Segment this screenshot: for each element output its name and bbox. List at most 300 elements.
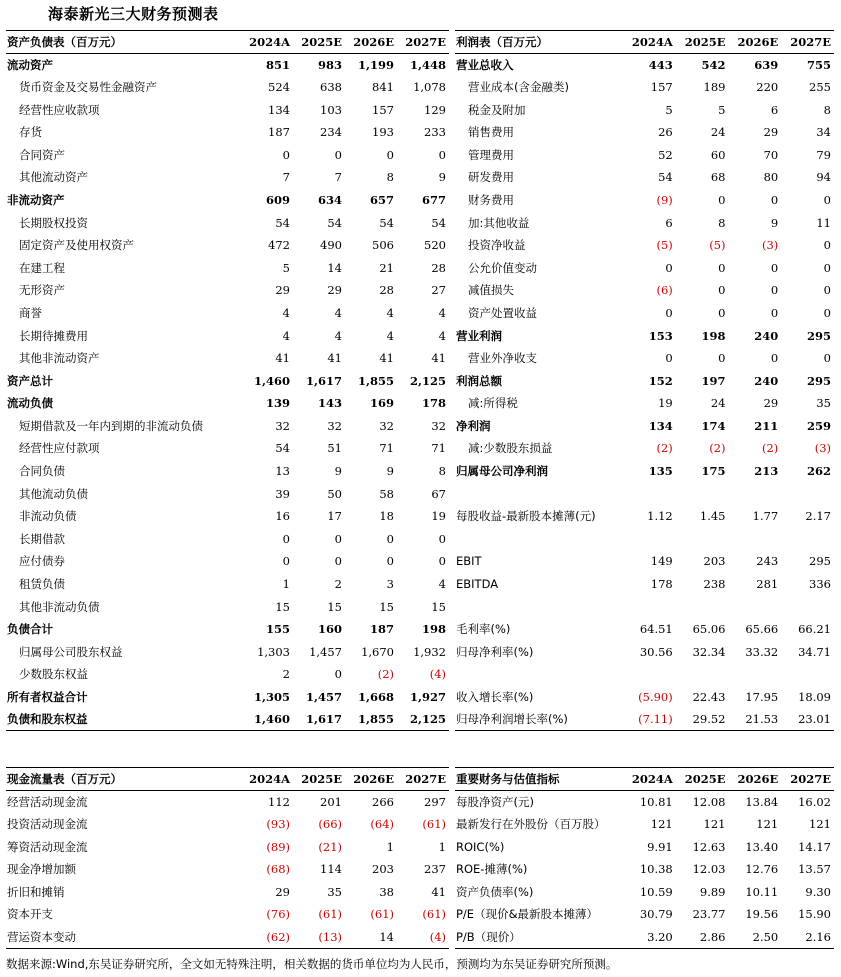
value-cell: 295 (806, 328, 831, 343)
value-cell: 2.17 (805, 509, 831, 524)
footnote: 数据来源:Wind,东吴证券研究所，全文如无特殊注明，相关数据的货币单位均为人民币，预测均为东吴证券研究所预测。 (6, 957, 618, 971)
value-cell: 29 (275, 884, 290, 899)
value-cell: (4) (429, 667, 446, 682)
value-cell: 1,448 (409, 57, 446, 72)
value-cell: 23.01 (781, 708, 834, 731)
value-cell: 9.91 (647, 839, 673, 854)
value-cell: 41 (275, 351, 290, 366)
value-cell: 211 (754, 418, 779, 433)
row-label (455, 595, 623, 618)
value-cell: 0 (718, 192, 726, 207)
table-header-label: 利润表（百万元） (455, 31, 623, 54)
table-row (455, 279, 834, 302)
row-label: 其他非流动资产 (19, 351, 100, 366)
value-cell: 134 (268, 102, 290, 117)
value-cell: 336 (809, 577, 831, 592)
value-cell: 11 (816, 215, 831, 230)
value-cell: 2,125 (409, 373, 446, 388)
value-cell (623, 595, 676, 618)
value-cell: 66.21 (798, 622, 831, 637)
balance-sheet-table (6, 30, 449, 731)
table-row (455, 53, 834, 76)
value-cell: (4) (397, 926, 449, 949)
year-header: 2025E (293, 31, 345, 54)
table-row (6, 618, 449, 641)
value-cell: 169 (369, 396, 394, 411)
value-cell: 12.76 (745, 862, 779, 877)
row-label: 归属母公司净利润 (456, 464, 548, 479)
row-label: 非流动资产 (7, 192, 65, 207)
value-cell: 71 (431, 441, 446, 456)
table-row (455, 121, 834, 144)
value-cell: 0 (770, 283, 779, 298)
value-cell: 983 (317, 57, 342, 72)
value-cell: 65.66 (745, 622, 779, 637)
value-cell: 237 (424, 862, 446, 877)
value-cell: 520 (424, 238, 446, 253)
year-header: 2027E (781, 31, 834, 54)
value-cell: 1,303 (257, 644, 290, 659)
value-cell: 0 (823, 192, 831, 207)
value-cell (676, 528, 729, 551)
table-row (6, 211, 449, 234)
year-header: 2024A (241, 31, 293, 54)
value-cell: 198 (421, 622, 446, 637)
row-label: 所有者权益合计 (7, 690, 88, 705)
value-cell: 0 (334, 147, 342, 162)
table-row (455, 790, 834, 813)
value-cell: 54 (379, 215, 394, 230)
value-cell: 17.95 (745, 690, 779, 705)
value-cell: 1,927 (409, 690, 446, 705)
table-row (455, 211, 834, 234)
value-cell: 0 (665, 305, 673, 320)
table-row (455, 166, 834, 189)
row-label: 利润总额 (456, 373, 502, 388)
value-cell: 234 (320, 125, 342, 140)
value-cell: 8 (386, 170, 394, 185)
value-cell: 21 (379, 260, 394, 275)
value-cell: 187 (369, 622, 394, 637)
row-label: 经营性应付款项 (19, 441, 100, 456)
value-cell: (5) (656, 238, 673, 253)
table-row (6, 708, 449, 731)
value-cell: 22.43 (692, 690, 726, 705)
row-label: 存货 (19, 125, 42, 140)
value-cell: 490 (320, 238, 342, 253)
row-label: EBIT (456, 554, 482, 569)
value-cell: 121 (703, 816, 726, 831)
value-cell: 3.20 (623, 926, 676, 949)
value-cell: 30.79 (639, 907, 673, 922)
table-row (455, 143, 834, 166)
value-cell (729, 663, 782, 686)
row-label: 最新发行在外股份（百万股） (456, 816, 606, 831)
value-cell: 1 (438, 839, 446, 854)
table-row (455, 437, 834, 460)
value-cell: 1,617 (305, 373, 342, 388)
value-cell: 155 (265, 622, 290, 637)
value-cell: 0 (334, 531, 342, 546)
value-cell: 79 (816, 147, 831, 162)
row-label: 其他流动资产 (19, 170, 88, 185)
table-row (6, 302, 449, 325)
row-label: 公允价值变动 (468, 260, 537, 275)
row-label: 加:其他收益 (468, 215, 530, 230)
value-cell: 1,457 (305, 690, 342, 705)
value-cell: 262 (806, 464, 831, 479)
value-cell: 32 (275, 418, 290, 433)
value-cell: 10.81 (639, 794, 673, 809)
value-cell: 187 (268, 125, 290, 140)
value-cell: 135 (648, 464, 673, 479)
value-cell: (13) (293, 926, 345, 949)
value-cell: 851 (265, 57, 290, 72)
value-cell: 24 (710, 125, 726, 140)
value-cell: 80 (763, 170, 779, 185)
value-cell: 6 (770, 102, 779, 117)
value-cell: (2) (709, 441, 726, 456)
table-row (6, 279, 449, 302)
row-label: 长期股权投资 (19, 215, 88, 230)
value-cell: (61) (422, 816, 446, 831)
table-header-row (455, 31, 834, 54)
value-cell: 32 (327, 418, 342, 433)
table-row (6, 234, 449, 257)
value-cell: 10.11 (745, 884, 779, 899)
value-cell: 121 (756, 816, 779, 831)
table-row (6, 550, 449, 573)
value-cell: 4 (386, 305, 394, 320)
value-cell: 14 (345, 926, 397, 949)
value-cell: 238 (703, 577, 726, 592)
value-cell: 0 (823, 305, 831, 320)
row-label: 其他非流动负债 (19, 599, 100, 614)
table-header-row (455, 768, 834, 791)
value-cell (781, 528, 834, 551)
value-cell: 64.51 (639, 622, 673, 637)
value-cell: 157 (650, 79, 673, 94)
row-label: 资产总计 (7, 373, 53, 388)
value-cell: 114 (320, 862, 342, 877)
value-cell: 281 (756, 577, 779, 592)
table-row (455, 835, 834, 858)
row-label: 长期待摊费用 (19, 328, 88, 343)
table-row (6, 858, 449, 881)
value-cell: 41 (431, 884, 446, 899)
value-cell: 220 (756, 79, 779, 94)
table-row (455, 880, 834, 903)
value-cell: 24 (710, 396, 726, 411)
value-cell: 54 (658, 170, 673, 185)
value-cell: (61) (370, 907, 394, 922)
table-header-label: 资产负债表（百万元） (6, 31, 241, 54)
value-cell: 27 (431, 283, 446, 298)
value-cell: (5.90) (638, 690, 673, 705)
value-cell: 34.71 (798, 644, 831, 659)
value-cell: 28 (379, 283, 394, 298)
row-label: 营业利润 (456, 328, 502, 343)
value-cell: 0 (770, 260, 779, 275)
value-cell: 10.38 (639, 862, 673, 877)
row-label: 财务费用 (468, 192, 514, 207)
value-cell: 193 (372, 125, 394, 140)
value-cell: 13.40 (745, 839, 779, 854)
value-cell: 14 (327, 260, 342, 275)
table-row (455, 189, 834, 212)
table-row (6, 369, 449, 392)
value-cell: 1,460 (241, 708, 293, 731)
table-row (6, 324, 449, 347)
row-label: 研发费用 (468, 170, 514, 185)
value-cell: 524 (268, 79, 290, 94)
value-cell: 2 (282, 667, 290, 682)
value-cell: 94 (816, 170, 831, 185)
value-cell: 1,932 (413, 644, 446, 659)
table-row (6, 347, 449, 370)
value-cell: 65.06 (692, 622, 726, 637)
table-row (6, 880, 449, 903)
table-row (455, 415, 834, 438)
row-label: 净利润 (456, 418, 491, 433)
value-cell: 0 (282, 147, 290, 162)
row-label: 其他流动负债 (19, 486, 88, 501)
value-cell: 266 (372, 794, 394, 809)
value-cell: 4 (438, 305, 446, 320)
value-cell: 58 (379, 486, 394, 501)
table-row (455, 76, 834, 99)
value-cell: 4 (282, 305, 290, 320)
row-label: 营业外净收支 (468, 351, 537, 366)
table-row (6, 437, 449, 460)
value-cell: 0 (282, 554, 290, 569)
value-cell: 201 (320, 794, 342, 809)
row-label: EBITDA (456, 577, 499, 592)
value-cell: 54 (327, 215, 342, 230)
table-row (6, 926, 449, 949)
row-label: 投资活动现金流 (7, 816, 88, 831)
value-cell: 755 (806, 57, 831, 72)
value-cell: 1,457 (309, 644, 342, 659)
row-label: 营业成本(含金融类) (468, 79, 569, 94)
value-cell: 634 (317, 192, 342, 207)
table-row (6, 835, 449, 858)
table-row (455, 505, 834, 528)
value-cell: 609 (265, 192, 290, 207)
value-cell: 16.02 (798, 794, 831, 809)
value-cell: 12.63 (692, 839, 726, 854)
value-cell: 35 (327, 884, 342, 899)
value-cell: 2.50 (729, 926, 782, 949)
value-cell: 0 (823, 351, 831, 366)
year-header: 2025E (293, 768, 345, 791)
year-header: 2027E (397, 768, 449, 791)
value-cell: 52 (658, 147, 673, 162)
value-cell: 16 (275, 509, 290, 524)
value-cell: 197 (701, 373, 726, 388)
value-cell (623, 663, 676, 686)
value-cell: 0 (823, 260, 831, 275)
table-row (6, 53, 449, 76)
table-row (455, 256, 834, 279)
row-label: 归母净利润增长率(%) (455, 708, 623, 731)
table-row (6, 505, 449, 528)
value-cell: 542 (701, 57, 726, 72)
value-cell: 26 (658, 125, 673, 140)
value-cell: 39 (275, 486, 290, 501)
value-cell: 18 (379, 509, 394, 524)
row-label: 流动资产 (7, 57, 53, 72)
value-cell: 29 (763, 125, 779, 140)
value-cell: 203 (703, 554, 726, 569)
value-cell: 29 (275, 283, 290, 298)
value-cell: 50 (327, 486, 342, 501)
row-label: 归属母公司股东权益 (19, 644, 123, 659)
row-label: P/B（现价） (455, 926, 623, 949)
value-cell: 12.03 (692, 862, 726, 877)
year-header: 2027E (781, 768, 834, 791)
value-cell: 1,668 (357, 690, 394, 705)
value-cell: (3) (761, 238, 779, 253)
value-cell: 4 (438, 328, 446, 343)
value-cell: 143 (317, 396, 342, 411)
table-row (455, 813, 834, 836)
value-cell (623, 528, 676, 551)
value-cell: 1,460 (253, 373, 290, 388)
value-cell: 21.53 (729, 708, 782, 731)
year-header: 2024A (623, 31, 676, 54)
row-label: 现金净增加额 (7, 862, 76, 877)
value-cell: 5 (665, 102, 673, 117)
value-cell: 1,670 (361, 644, 394, 659)
value-cell: 638 (320, 79, 342, 94)
value-cell: 7 (334, 170, 342, 185)
table-row (6, 903, 449, 926)
row-label: 减:所得税 (468, 396, 518, 411)
value-cell: (62) (241, 926, 293, 949)
table-row (6, 98, 449, 121)
table-row (6, 482, 449, 505)
value-cell: 54 (431, 215, 446, 230)
table-row (455, 708, 834, 731)
table-row (455, 903, 834, 926)
value-cell: 0 (718, 305, 726, 320)
value-cell: 71 (379, 441, 394, 456)
value-cell: 189 (703, 79, 726, 94)
income-statement-table (455, 30, 834, 731)
value-cell: 1,199 (357, 57, 394, 72)
value-cell: (2) (761, 441, 779, 456)
value-cell: 472 (268, 238, 290, 253)
table-row (455, 858, 834, 881)
value-cell: 103 (320, 102, 342, 117)
value-cell: 0 (718, 283, 726, 298)
value-cell: 41 (379, 351, 394, 366)
value-cell: 9 (770, 215, 779, 230)
value-cell: 5 (718, 102, 726, 117)
value-cell: (64) (370, 816, 394, 831)
value-cell: 0 (334, 667, 342, 682)
row-label: 经营性应收款项 (19, 102, 100, 117)
value-cell: 4 (334, 328, 342, 343)
value-cell: 0 (665, 351, 673, 366)
value-cell: 1,855 (345, 708, 397, 731)
year-header: 2024A (241, 768, 293, 791)
row-label: 长期借款 (19, 531, 65, 546)
value-cell: 10.59 (639, 884, 673, 899)
value-cell: 152 (648, 373, 673, 388)
value-cell: 8 (718, 215, 726, 230)
value-cell: 15 (327, 599, 342, 614)
value-cell: 8 (438, 464, 446, 479)
table-row (455, 98, 834, 121)
value-cell: 178 (650, 577, 673, 592)
row-label: 负债和股东权益 (6, 708, 241, 731)
table-row (455, 618, 834, 641)
row-label: 资产负债率(%) (456, 884, 534, 899)
key-metrics-panel (455, 767, 834, 949)
value-cell: 38 (379, 884, 394, 899)
value-cell: 5 (282, 260, 290, 275)
value-cell: 1,305 (253, 690, 290, 705)
value-cell: 0 (386, 554, 394, 569)
value-cell: 1.45 (699, 509, 726, 524)
year-header: 2026E (345, 31, 397, 54)
value-cell (729, 482, 782, 505)
value-cell (781, 663, 834, 686)
row-label: 筹资活动现金流 (7, 839, 88, 854)
value-cell: 41 (431, 351, 446, 366)
value-cell: 213 (754, 464, 779, 479)
value-cell: 295 (806, 373, 831, 388)
value-cell: 153 (648, 328, 673, 343)
table-row (6, 256, 449, 279)
value-cell: 23.77 (692, 907, 726, 922)
table-header-label: 现金流量表（百万元） (6, 768, 241, 791)
table-row (455, 460, 834, 483)
value-cell: 51 (327, 441, 342, 456)
row-label: 收入增长率(%) (456, 690, 534, 705)
table-row (6, 76, 449, 99)
row-label: 每股收益-最新股本摊薄(元) (456, 509, 596, 524)
value-cell (676, 482, 729, 505)
row-label: 资本开支 (7, 907, 53, 922)
value-cell: 0 (718, 351, 726, 366)
value-cell: (3) (814, 441, 831, 456)
value-cell: 9 (334, 464, 342, 479)
table-row (455, 482, 834, 505)
value-cell: (61) (318, 907, 342, 922)
value-cell: 9 (386, 464, 394, 479)
value-cell: 54 (275, 441, 290, 456)
value-cell: 19 (658, 396, 673, 411)
value-cell: 32 (379, 418, 394, 433)
value-cell: (2) (656, 441, 673, 456)
value-cell (781, 595, 834, 618)
value-cell: 297 (424, 794, 446, 809)
table-row (455, 641, 834, 664)
value-cell: 2.16 (781, 926, 834, 949)
value-cell: 129 (424, 102, 446, 117)
value-cell: 67 (431, 486, 446, 501)
value-cell: 443 (648, 57, 673, 72)
cash-flow-panel (6, 767, 449, 949)
value-cell: 0 (438, 147, 446, 162)
value-cell: 1,078 (413, 79, 446, 94)
value-cell: 29 (763, 396, 779, 411)
value-cell: (6) (656, 283, 673, 298)
value-cell: 13.84 (745, 794, 779, 809)
